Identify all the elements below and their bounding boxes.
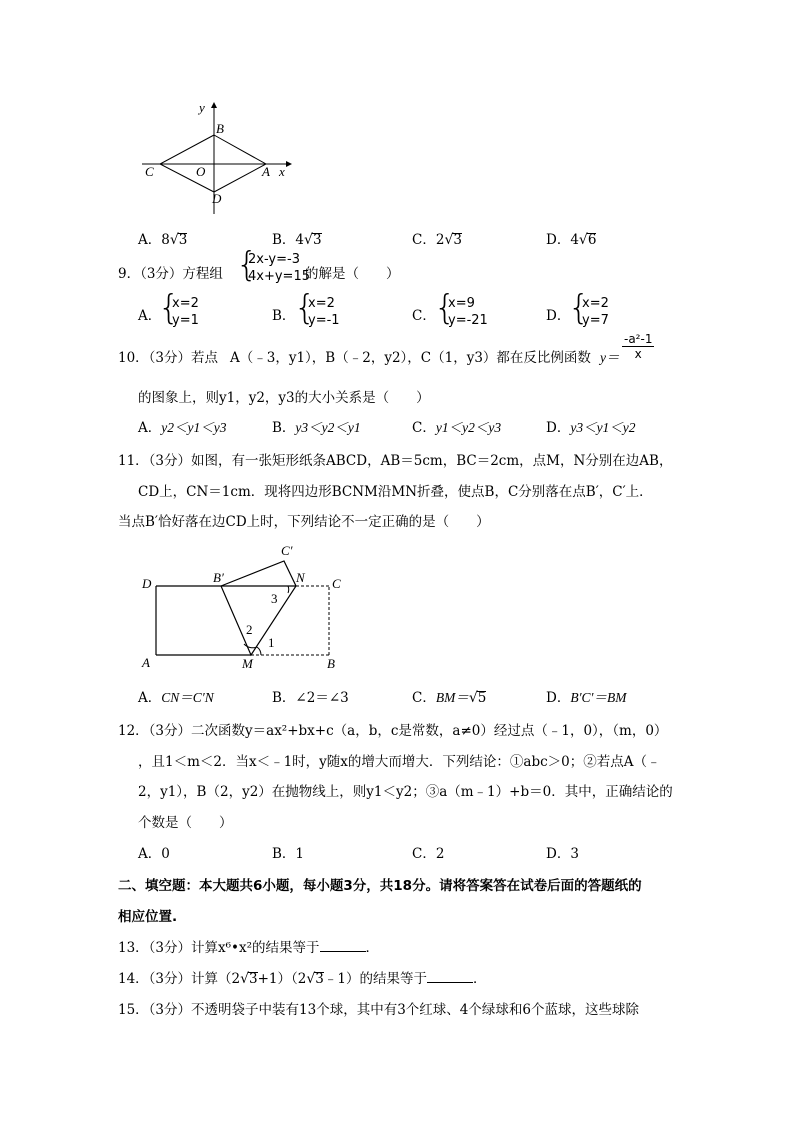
option-text: 3 xyxy=(570,846,579,862)
option-text: y3＜y1＜y2 xyxy=(570,420,636,435)
option-coef: 2 xyxy=(435,232,445,248)
option-text: y3＜y2＜y1 xyxy=(295,420,361,435)
label-a: A xyxy=(262,164,270,179)
option-letter: C． xyxy=(412,690,436,706)
option-letter: B． xyxy=(272,308,296,324)
label-b-prime: B′ xyxy=(213,570,224,585)
line: x=2 xyxy=(582,296,609,311)
label-x: x xyxy=(279,164,285,179)
q9-d-system xyxy=(582,295,609,329)
option-text: B′C′＝BM xyxy=(570,690,627,705)
q11-option-a[interactable] xyxy=(138,686,214,706)
section-2-line1: 二、填空题：本大题共6小题，每小题3分，共18分。请将答案答在试卷后面的答题纸的 xyxy=(118,878,642,894)
radicand: 3 xyxy=(249,971,258,987)
option-text: y2＜y1＜y3 xyxy=(161,420,227,435)
fraction-denominator: x xyxy=(634,347,642,361)
label-angle-2: 2 xyxy=(246,622,253,637)
option-letter: D． xyxy=(546,308,571,324)
y-axis-arrow xyxy=(211,102,217,108)
label-c: C xyxy=(145,164,154,179)
q11-line3: 当点B′恰好落在边CD上时，下列结论不一定正确的是（ ） xyxy=(118,514,490,530)
radicand: 3 xyxy=(453,232,462,248)
q11-line1: 11．（3分）如图，有一张矩形纸条ABCD，AB＝5cm，BC＝2cm，点M，N分别在边AB， xyxy=(118,453,673,469)
option-letter: D． xyxy=(546,420,571,436)
option-text: ∠2＝∠3 xyxy=(295,690,349,706)
q9-c-system xyxy=(448,295,488,329)
q14-mid2: ﹣1）的结果等于 xyxy=(323,971,427,987)
q9-eq2: 4x+y=15 xyxy=(248,269,310,284)
folded-rectangle-figure xyxy=(136,540,356,670)
q12-line1: 12．（3分）二次函数y＝ax²+bx+c（a，b，c是常数，a≠0）经过点（﹣1，0），（m，0） xyxy=(118,723,668,739)
q14-line xyxy=(118,967,486,987)
fraction-numerator: -a²-1 xyxy=(624,332,653,346)
label-d: D xyxy=(142,576,152,591)
q14-pre: 14．（3分）计算（2 xyxy=(118,971,241,987)
rhombus-figure xyxy=(136,98,306,218)
radicand: 3 xyxy=(315,971,324,987)
q10-option-c[interactable] xyxy=(412,416,501,436)
q15-line1: 15．（3分）不透明袋子中装有13个球，其中有3个红球、4个绿球和6个蓝球，这些球除 xyxy=(118,1002,639,1018)
radicand: 3 xyxy=(178,232,188,248)
brace-icon: { xyxy=(158,288,180,328)
q9-tail: 的解是（ ） xyxy=(305,266,400,282)
sqrt-sign: √ xyxy=(444,232,454,248)
answer-blank[interactable] xyxy=(320,939,366,952)
q8-option-a[interactable] xyxy=(138,228,187,248)
option-letter: A． xyxy=(138,846,162,862)
brace-icon: { xyxy=(236,245,258,285)
option-coef: 4 xyxy=(570,232,579,248)
brace-icon: { xyxy=(434,288,456,328)
q10-fraction xyxy=(622,332,654,361)
label-b: B xyxy=(216,121,224,136)
q13-line xyxy=(118,936,379,956)
option-letter: A． xyxy=(138,420,162,436)
q12-line4: 个数是（ ） xyxy=(138,815,233,831)
label-angle-1: 1 xyxy=(268,635,275,650)
sqrt-sign: √ xyxy=(304,232,313,248)
option-letter: B． xyxy=(272,232,296,248)
x-axis-arrow xyxy=(286,161,292,167)
label-n: N xyxy=(296,570,305,585)
label-c-prime: C′ xyxy=(281,543,293,558)
q12-option-b[interactable] xyxy=(272,842,304,862)
option-letter: A． xyxy=(138,308,162,324)
q10-option-a[interactable] xyxy=(138,416,226,436)
q12-option-c[interactable] xyxy=(412,842,444,862)
label-y: y xyxy=(199,100,205,115)
q8-option-d[interactable] xyxy=(546,228,596,248)
label-m: M xyxy=(242,656,253,670)
angle-arc-3 xyxy=(288,586,289,593)
line: y=7 xyxy=(582,313,609,328)
option-letter: D． xyxy=(546,690,571,706)
q9-stem: 9．（3分）方程组 xyxy=(118,266,223,282)
line: y=1 xyxy=(172,313,199,328)
q11-option-c[interactable] xyxy=(412,686,486,706)
label-a: A xyxy=(142,655,150,670)
option-text: CN＝C′N xyxy=(161,690,214,705)
q9-b-system xyxy=(308,295,340,329)
radicand: 5 xyxy=(477,690,487,706)
sqrt-sign: √ xyxy=(578,232,588,248)
option-letter: C． xyxy=(412,308,436,324)
option-letter: B． xyxy=(272,846,296,862)
option-letter: A． xyxy=(138,232,162,248)
q13-end: ． xyxy=(365,940,380,956)
option-text: 2 xyxy=(435,846,445,862)
q13-text: 13．（3分）计算x⁶•x²的结果等于 xyxy=(118,940,320,956)
sqrt-sign: √ xyxy=(306,971,316,987)
answer-blank[interactable] xyxy=(427,970,473,983)
angle-arc-1 xyxy=(257,647,261,655)
label-b: B xyxy=(327,656,335,670)
q10-func-y: y＝ xyxy=(600,350,620,365)
label-o: O xyxy=(196,164,206,179)
label-c: C xyxy=(332,576,341,591)
option-letter: B． xyxy=(272,690,296,706)
option-text: BM＝ xyxy=(435,690,469,705)
line: y=-1 xyxy=(308,313,340,328)
q12-option-a[interactable] xyxy=(138,842,170,862)
q12-option-d[interactable] xyxy=(546,842,579,862)
q14-end: ． xyxy=(472,971,487,987)
option-text: 0 xyxy=(161,846,170,862)
q9-system xyxy=(248,251,310,285)
q8-option-c[interactable] xyxy=(412,228,462,248)
q9-a-system xyxy=(172,295,199,329)
sqrt-sign: √ xyxy=(169,232,179,248)
label-d: D xyxy=(212,191,222,206)
folded-quadrilateral xyxy=(221,561,296,655)
option-text: y1＜y2＜y3 xyxy=(435,420,502,435)
option-coef: 8 xyxy=(161,232,170,248)
line: x=9 xyxy=(448,296,475,311)
option-letter: A． xyxy=(138,690,162,706)
q11-option-d[interactable] xyxy=(546,686,626,706)
q8-option-b[interactable] xyxy=(272,228,322,248)
option-letter: C． xyxy=(412,232,436,248)
q11-line2: CD上，CN＝1cm．现将四边形BCNM沿MN折叠，使点B，C分别落在点B′，C′上． xyxy=(138,484,653,500)
option-letter: C． xyxy=(412,846,436,862)
q10-option-b[interactable] xyxy=(272,416,361,436)
q10-line2: 的图象上，则y1，y2，y3的大小关系是（ ） xyxy=(138,390,430,406)
option-letter: C． xyxy=(412,420,436,436)
q12-line3: 2，y1），B（2，y2）在抛物线上，则y1＜y2；③a（m﹣1）+b＝0．其中，正确结论的 xyxy=(138,784,673,800)
q9-eq1: 2x-y=-3 xyxy=(248,252,300,267)
line: y=-21 xyxy=(448,313,488,328)
q10-stem-pre: 10．（3分）若点 xyxy=(118,350,219,366)
radicand: 3 xyxy=(312,232,322,248)
section-2-line2: 相应位置. xyxy=(118,909,178,925)
option-text: 1 xyxy=(295,846,305,862)
option-coef: 4 xyxy=(295,232,305,248)
q11-option-b[interactable] xyxy=(272,686,349,706)
line: x=2 xyxy=(172,296,199,311)
q14-mid1: +1）（2 xyxy=(257,971,307,987)
label-angle-3: 3 xyxy=(271,591,278,606)
option-letter: D． xyxy=(546,846,571,862)
radicand: 6 xyxy=(587,232,597,248)
q12-line2: ，且1＜m＜2．当x＜﹣1时，y随x的增大而增大．下列结论：①abc＞0；②若点A（﹣ xyxy=(138,754,661,770)
q10-option-d[interactable] xyxy=(546,416,636,436)
line: x=2 xyxy=(308,296,335,311)
sqrt-sign: √ xyxy=(240,971,250,987)
q10-stem-mid: A（﹣3，y1），B（﹣2，y2），C（1，y3）都在反比例函数 xyxy=(230,350,591,366)
brace-icon: { xyxy=(568,288,590,328)
option-letter: D． xyxy=(546,232,571,248)
brace-icon: { xyxy=(294,288,316,328)
option-letter: B． xyxy=(272,420,296,436)
sqrt-sign: √ xyxy=(468,690,478,706)
